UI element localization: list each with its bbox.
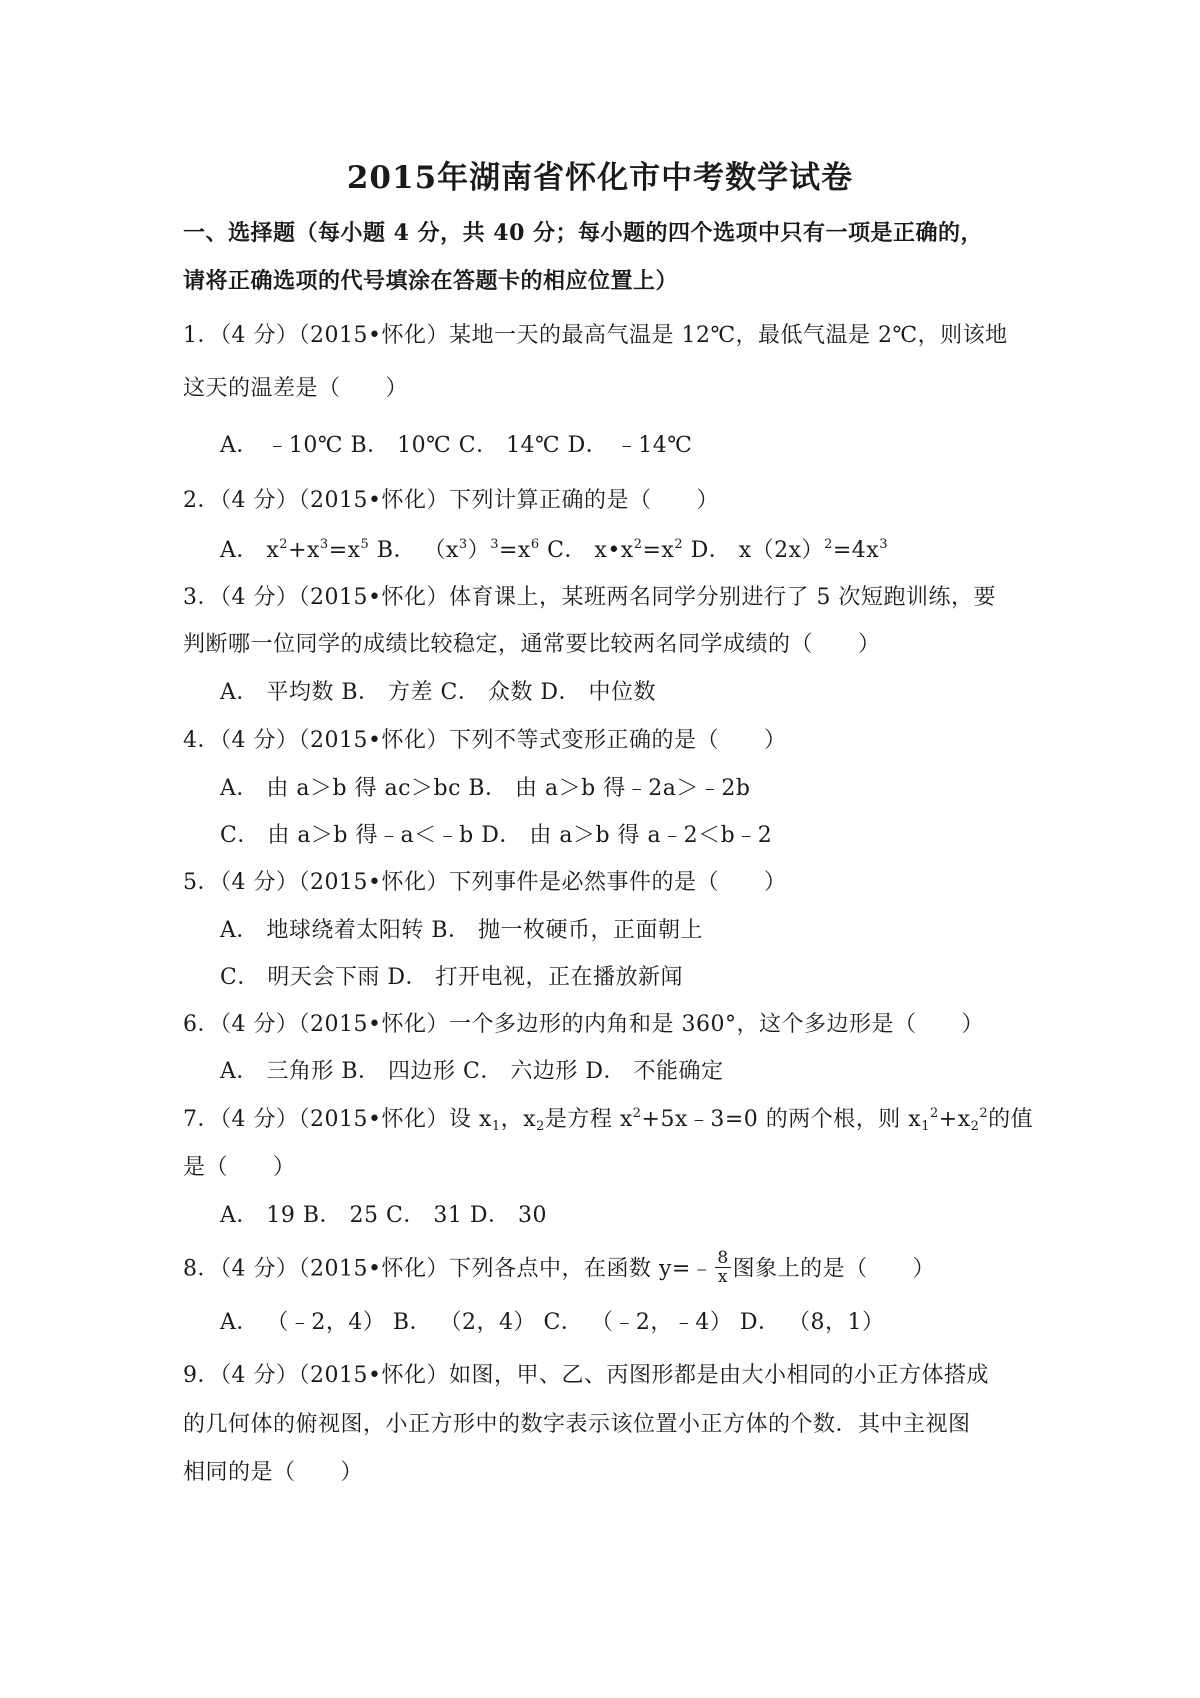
q7-options: A． 19 B． 25 C． 31 D． 30: [220, 1203, 547, 1228]
q1-stem-line2: 这天的温差是（ ）: [183, 376, 409, 401]
q7-stem-line1: 7．（4 分）（2015•怀化）设 $x_1$，$x_2$是方程 $x^2+5x﹣3=0$ 的两个根，则 $x_1^2+x_2^2$的值: [183, 1106, 1034, 1134]
q1-options: A． ﹣10℃ B． 10℃ C． 14℃ D． ﹣14℃: [220, 433, 693, 458]
section-heading-line2: 请将正确选项的代号填涂在答题卡的相应位置上）: [183, 268, 679, 294]
q9-stem-line1: 9．（4 分）（2015•怀化）如图，甲、乙、丙图形都是由大小相同的小正方体搭成: [183, 1363, 989, 1388]
section-heading-line1: 一、选择题（每小题 4 分，共 40 分；每小题的四个选项中只有一项是正确的，: [183, 220, 984, 246]
q4-options-row2: C． 由 a＞b 得﹣a＜﹣b D． 由 a＞b 得 a﹣2＜b﹣2: [220, 823, 773, 848]
q7-stem-line2: 是（ ）: [183, 1155, 296, 1180]
q8-options: A． （﹣2，4） B． （2，4） C． （﹣2，﹣4） D． （8，1）: [220, 1310, 885, 1335]
exam-title: 2015年湖南省怀化市中考数学试卷: [346, 160, 854, 196]
q2-options: A． $x^2+x^3=x^5$ B． $(x^3)^3=x^6$ C． $x•x^2=x^2$ D． $x(2x)^2=4x^3$: [220, 537, 888, 563]
q4-stem: 4．（4 分）（2015•怀化）下列不等式变形正确的是（ ）: [183, 728, 787, 753]
q8-stem: 8．（4 分）（2015•怀化）下列各点中，在函数 y=﹣ $\frac{8}{x}$ 图象上的是（ ）: [183, 1248, 936, 1287]
q4-options-row1: A． 由 a＞b 得 ac＞bc B． 由 a＞b 得﹣2a＞﹣2b: [220, 776, 751, 801]
q9-stem-line3: 相同的是（ ）: [183, 1460, 364, 1485]
q5-options-row1: A． 地球绕着太阳转 B． 抛一枚硬币，正面朝上: [220, 918, 704, 943]
q5-stem: 5．（4 分）（2015•怀化）下列事件是必然事件的是（ ）: [183, 870, 787, 895]
q3-stem-line2: 判断哪一位同学的成绩比较稳定，通常要比较两名同学成绩的（ ）: [183, 632, 881, 657]
q6-options: A． 三角形 B． 四边形 C． 六边形 D． 不能确定: [220, 1059, 724, 1084]
q1-stem-line1: 1．（4 分）（2015•怀化）某地一天的最高气温是 12℃，最低气温是 2℃，则该地: [183, 323, 1008, 348]
q6-stem: 6．（4 分）（2015•怀化）一个多边形的内角和是 360°，这个多边形是（ ）: [183, 1012, 984, 1037]
q5-options-row2: C． 明天会下雨 D． 打开电视，正在播放新闻: [220, 965, 683, 990]
q9-stem-line2: 的几何体的俯视图，小正方形中的数字表示该位置小正方体的个数．其中主视图: [183, 1412, 971, 1437]
q3-options: A． 平均数 B． 方差 C． 众数 D． 中位数: [220, 680, 656, 705]
q2-stem: 2．（4 分）（2015•怀化）下列计算正确的是（ ）: [183, 488, 719, 513]
q3-stem-line1: 3．（4 分）（2015•怀化）体育课上，某班两名同学分别进行了 5 次短跑训练，要: [183, 585, 996, 610]
q8-fraction: $\frac{8}{x}$: [717, 1248, 729, 1287]
